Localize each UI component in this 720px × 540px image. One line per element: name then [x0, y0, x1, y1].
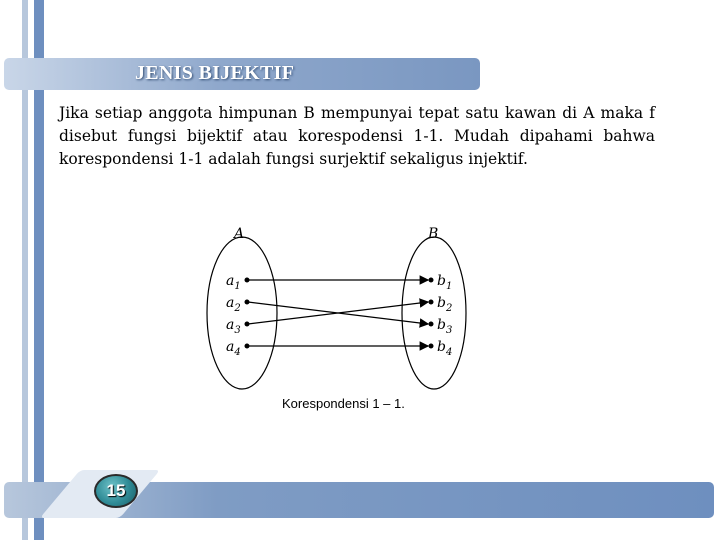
- element-a3: [226, 317, 250, 336]
- element-a4: [226, 339, 250, 358]
- svg-text:b1: $b_1$: [437, 273, 453, 292]
- element-b1-label: [429, 273, 453, 292]
- set-a-ellipse: [207, 237, 277, 389]
- svg-text:a1: $a_1$: [226, 273, 241, 292]
- svg-text:a3: $a_3$: [226, 317, 241, 336]
- element-a2: [226, 295, 250, 314]
- svg-text:b2: $b_2$: [437, 295, 453, 314]
- element-b3-label: [429, 317, 453, 336]
- svg-text:b4: $b_4$: [437, 339, 453, 358]
- svg-text:a4: $a_4$: [226, 339, 241, 358]
- body-paragraph: Jika setiap anggota himpunan B mempunyai tepat satu kawan di A maka f disebut fungsi bijektif atau korespodensi 1-1. Mudah dipahami bahwa korespondensi 1-1 adalah fungsi surjektif sekaligus injektif.: [59, 104, 655, 168]
- svg-text:b3: $b_3$: [437, 317, 453, 336]
- element-b2-label: [429, 295, 453, 314]
- diagram-caption: Korespondensi 1 – 1.: [282, 396, 405, 411]
- set-a-label: A: [234, 226, 245, 242]
- element-b4-label: [429, 339, 453, 358]
- page-number-badge: 15: [94, 474, 138, 508]
- slide-title: JENIS BIJEKTIF: [135, 62, 295, 84]
- set-b-label: B: [428, 226, 439, 242]
- svg-text:a2: $a_2$: [226, 295, 241, 314]
- element-a1: [226, 273, 250, 292]
- set-b-elements: [428, 262, 468, 422]
